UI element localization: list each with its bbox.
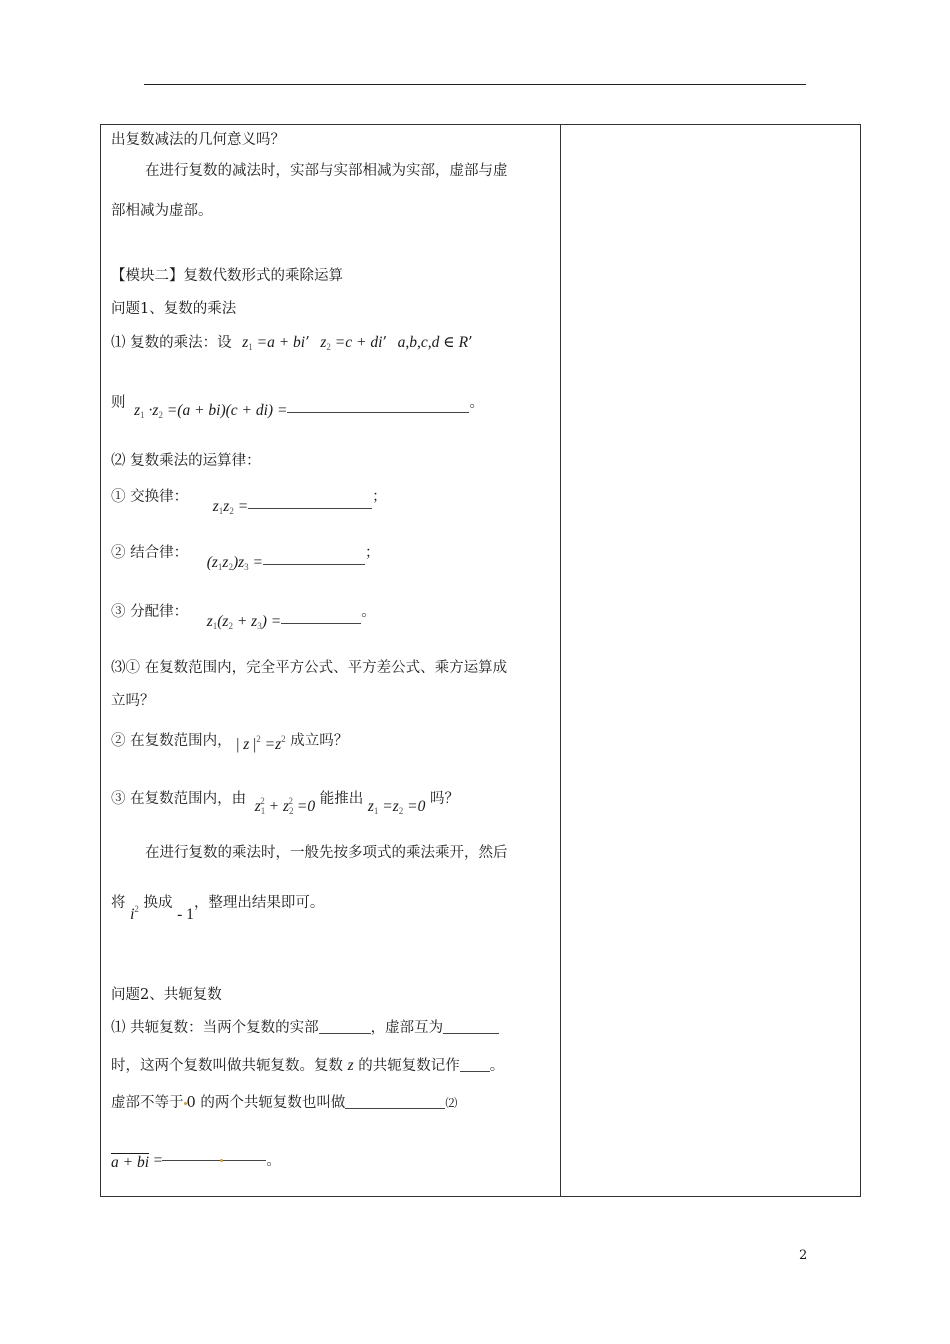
label: ⑴ 共轭复数：当两个复数的实部 (111, 1020, 319, 1036)
period: 。 (469, 395, 484, 411)
conjugate-formula: a + bi (111, 1154, 150, 1171)
comma: ’ (305, 335, 310, 351)
i-squared: $i^2$ (130, 904, 139, 923)
minus-one: - 1 (177, 906, 194, 923)
z-symbol: z (347, 1057, 354, 1074)
text-line: 在进行复数的乘法时，一般先按多项式的乘法乘开，然后 (145, 845, 508, 861)
label: ③ 分配律： (111, 604, 189, 620)
text-line: 部相减为虚部。 (111, 203, 213, 219)
label: 的共轭复数记作 (358, 1058, 460, 1074)
conjugate-definition (111, 1093, 457, 1113)
conjugate-definition (111, 1056, 504, 1076)
sum-squares-formula: $z_1^2 + z_2^2 =0$ (254, 796, 316, 816)
modulus-question (111, 729, 348, 755)
associative-law (111, 543, 380, 577)
label: 则 (111, 395, 126, 411)
label: 换成 (143, 895, 173, 911)
product-formula: $z_1 \cdot z_2 =(a + bi)(c + di)$ = (134, 402, 288, 420)
multiplication-definition (111, 333, 473, 357)
answer-blank (263, 564, 365, 565)
column-divider (560, 125, 561, 1196)
laws-title: ⑵ 复数乘法的运算律： (111, 453, 261, 469)
distributive-law (111, 602, 376, 636)
question-title: 问题2、共轭复数 (111, 987, 222, 1003)
label: 成立吗？ (290, 733, 349, 749)
label: ③ 在复数范围内，由 (111, 791, 247, 807)
commutative-law (111, 487, 387, 521)
answer-blank (281, 623, 361, 624)
answer-blank (443, 1033, 499, 1034)
label: 时，这两个复数叫做共轭复数。复数 (111, 1058, 343, 1074)
law-formula: $(z_1z_2)z_3$ = (206, 554, 264, 572)
label: ⑴ 复数的乘法：设 (111, 335, 232, 351)
semicolon: ； (372, 489, 387, 505)
answer-blank (460, 1071, 490, 1072)
label: 将 (111, 895, 126, 911)
page-number: 2 (799, 1248, 808, 1263)
label: 吗？ (429, 791, 459, 807)
multiplication-note (111, 893, 324, 925)
formula-z2: $z_2 =c$ + di (320, 334, 383, 352)
label: 能推出 (319, 791, 364, 807)
product-line (111, 393, 484, 425)
conjugate-definition (111, 1018, 499, 1038)
label: ，虚部互为 (370, 1020, 444, 1036)
equals: = (153, 1152, 163, 1169)
sum-squares-question (111, 789, 459, 821)
period: 。 (489, 1058, 505, 1074)
label: ② 结合律： (111, 545, 189, 561)
answer-blank (287, 412, 469, 413)
conjugate-formula-line (111, 1151, 281, 1173)
period: 。 (361, 604, 376, 620)
comma: ’ (468, 335, 473, 351)
content-table (100, 124, 861, 1197)
formula-z1: $z_1 =a$ + bi (242, 334, 306, 352)
text-line: 立吗？ (111, 693, 155, 709)
label: ① 交换律： (111, 489, 189, 505)
modulus-formula: | z $|^2 =z^2$ (236, 734, 286, 753)
label: 的两个共轭复数也叫做 (200, 1095, 346, 1111)
answer-blank (248, 508, 372, 509)
zero: 0 (186, 1095, 196, 1111)
text-line: 出复数减法的几何意义吗？ (111, 132, 285, 148)
header-rule (144, 84, 806, 85)
question-title: 问题1、复数的乘法 (111, 301, 237, 317)
label: 虚部不等于 (111, 1095, 184, 1111)
formula-set: a,b,c,d ∈ R (397, 334, 469, 351)
label: ⑵ (445, 1096, 458, 1110)
comma: ’ (382, 335, 387, 351)
answer-blank (345, 1108, 445, 1109)
label: ② 在复数范围内， (111, 733, 232, 749)
left-column (101, 125, 560, 1196)
zero-formula: $z_1 =z_2 =0$ (367, 798, 426, 816)
module-title: 【模块二】复数代数形式的乘除运算 (111, 268, 343, 284)
law-formula: $z_1(z_2 + z_3)$ = (206, 613, 282, 631)
text-line: 在进行复数的减法时，实部与实部相减为实部，虚部与虚 (145, 163, 508, 179)
text-line: ⑶① 在复数范围内，完全平方公式、平方差公式、乘方运算成 (111, 660, 508, 676)
label: ，整理出结果即可。 (193, 895, 325, 911)
answer-blank (319, 1033, 371, 1034)
answer-blank (162, 1160, 266, 1161)
semicolon: ； (365, 545, 380, 561)
law-formula: $z_1z_2$ = (212, 498, 249, 516)
period: 。 (266, 1153, 281, 1169)
